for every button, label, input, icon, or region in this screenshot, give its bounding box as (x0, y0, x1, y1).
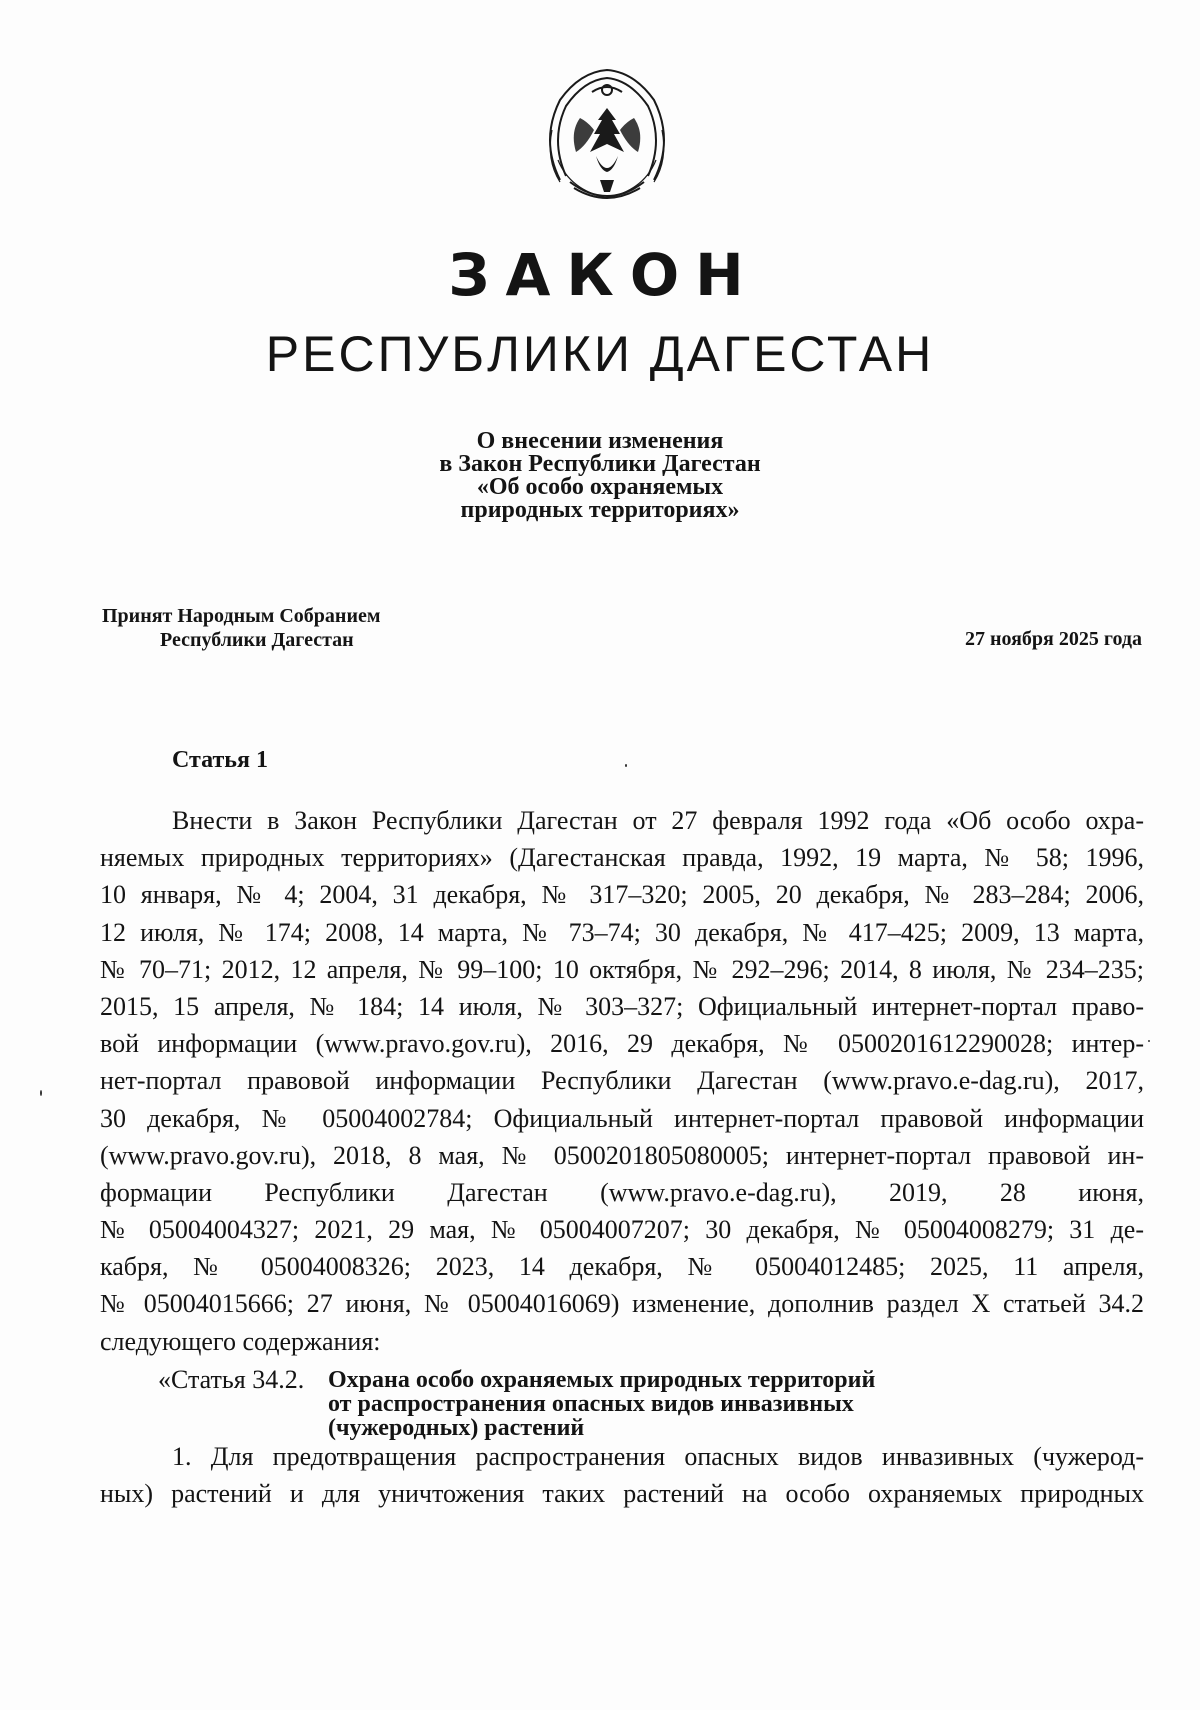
adoption-line: Принят Народным Собранием (102, 605, 381, 627)
text-line: ных) растений и для уничтожения таких растений на особо охраняемых природных (100, 1479, 1144, 1508)
text-line: вой информации (www.pravo.gov.ru), 2016, 29 декабря, № 0500201612290028; интер- (100, 1029, 1144, 1059)
text-line: кабря, № 05004008326; 2023, 14 декабря, № 05004012485; 2025, 11 апреля, (100, 1252, 1144, 1282)
text-line: № 05004015666; 27 июня, № 05004016069) изменение, дополнив раздел X статьей 34.2 (100, 1289, 1144, 1319)
text-line: Внести в Закон Республики Дагестан от 27 февраля 1992 года «Об особо охра- (172, 806, 1144, 835)
adoption-date: 27 ноября 2025 года (964, 628, 1142, 650)
text-line: № 70–71; 2012, 12 апреля, № 99–100; 10 октября, № 292–296; 2014, 8 июля, № 234–235; (100, 954, 1144, 984)
coat-of-arms-emblem (530, 60, 685, 215)
text-line: нет-портал правовой информации Республики Дагестан (www.pravo.e-dag.ru), 2017, (100, 1066, 1144, 1096)
text-line: няемых природных территориях» (Дагестанская правда, 1992, 19 марта, № 58; 1996, (100, 843, 1144, 873)
subject-line: природных территориях» (460, 497, 740, 523)
text-line: № 05004004327; 2021, 29 мая, № 05004007207; 30 декабря, № 05004008279; 31 де- (100, 1215, 1144, 1245)
text-line: 10 января, № 4; 2004, 31 декабря, № 317–320; 2005, 20 декабря, № 283–284; 2006, (100, 880, 1144, 910)
paragraph-1 (100, 1438, 1144, 1512)
text-line: следующего содержания: (100, 1326, 381, 1356)
text-line: формации Республики Дагестан (www.pravo.e-dag.ru), 2019, 28 июня, (100, 1177, 1144, 1207)
text-line: (www.pravo.gov.ru), 2018, 8 мая, № 0500201805080005; интернет-портал правовой ин- (100, 1140, 1144, 1170)
document-title: ЗАКОН (448, 241, 760, 309)
title-line: от распространения опасных видов инвазивных (328, 1391, 854, 1417)
article-1-text (100, 802, 1144, 1360)
title-line: (чужеродных) растений (328, 1415, 585, 1441)
document-subtitle: РЕСПУБЛИКИ ДАГЕСТАН (265, 326, 935, 382)
law-subject (300, 430, 900, 522)
text-line: 12 июля, № 174; 2008, 14 марта, № 73–74; 30 декабря, № 417–425; 2009, 13 марта, (100, 917, 1144, 947)
adoption-body (102, 604, 380, 652)
article-34-2-number: «Статья 34.2. (158, 1365, 305, 1394)
scan-speck (1148, 1040, 1150, 1042)
subject-line: в Закон Республики Дагестан (439, 451, 761, 477)
text-line: 2015, 15 апреля, № 184; 14 июля, № 303–327; Официальный интернет-портал право- (100, 991, 1144, 1021)
text-line: 1. Для предотвращения распространения опасных видов инвазивных (чужерод- (172, 1442, 1144, 1471)
text-line: 30 декабря, № 05004002784; Официальный интернет-портал правовой информации (100, 1103, 1144, 1133)
adoption-line: Республики Дагестан (160, 629, 354, 651)
subject-line: О внесении изменения (476, 428, 724, 454)
scan-speck (40, 1090, 42, 1096)
subject-line: «Об особо охраняемых (476, 474, 724, 500)
article-34-2-title (328, 1368, 875, 1440)
scan-speck (625, 764, 627, 767)
article-1-heading: Статья 1 (172, 747, 268, 773)
title-line: Охрана особо охраняемых природных территорий (328, 1367, 876, 1393)
